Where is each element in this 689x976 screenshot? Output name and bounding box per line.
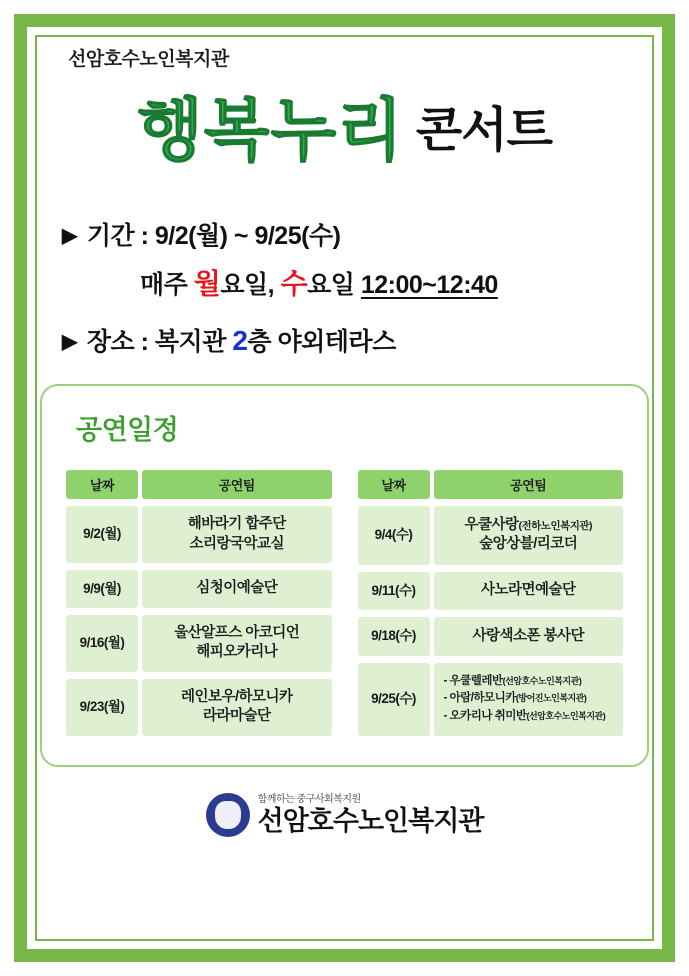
triangle-bullet-icon-2: ▶ bbox=[62, 331, 77, 353]
list-item-main: - 아람/하모니카 bbox=[443, 692, 516, 705]
column-header-team: 공연팀 bbox=[434, 470, 624, 499]
organization-logo-icon bbox=[206, 793, 250, 837]
footer-text-block bbox=[258, 795, 484, 835]
table-row bbox=[66, 679, 332, 736]
table-row bbox=[66, 570, 332, 608]
list-item-main: - 우쿨렐레반 bbox=[443, 674, 503, 687]
team-line-2: 해피오카리나 bbox=[196, 644, 278, 661]
team-line-2: 숲앙상블/리코더 bbox=[479, 536, 578, 553]
table-row bbox=[358, 617, 624, 656]
place-floor-highlight: 2 bbox=[232, 325, 248, 356]
cell-team bbox=[142, 615, 332, 672]
cell-team bbox=[142, 679, 332, 736]
column-header-date: 날짜 bbox=[358, 470, 430, 499]
cell-team bbox=[434, 506, 624, 565]
weekly-wednesday-suffix: 요일 bbox=[307, 271, 355, 299]
team-line-1 bbox=[438, 516, 620, 536]
table-row bbox=[358, 572, 624, 611]
schedule-table-monday bbox=[62, 463, 336, 743]
weekly-wednesday-highlight: 수 bbox=[280, 268, 308, 299]
cell-date: 9/11(수) bbox=[358, 572, 430, 611]
cell-date: 9/16(월) bbox=[66, 615, 138, 672]
cell-date: 9/9(월) bbox=[66, 570, 138, 608]
cell-date: 9/2(월) bbox=[66, 506, 138, 563]
schedule-card bbox=[40, 384, 649, 767]
title-main-text: 행복누리 bbox=[137, 93, 404, 169]
table-header-row bbox=[66, 470, 332, 499]
cell-team bbox=[142, 570, 332, 608]
weekly-prefix-text: 매주 bbox=[140, 271, 188, 299]
poster-title bbox=[40, 77, 649, 174]
team-line-1: 사랑색소폰 봉사단 bbox=[472, 627, 585, 644]
weekly-monday-suffix: 요일, bbox=[220, 271, 275, 299]
footer-subtitle: 함께하는 중구사회복지원 bbox=[257, 793, 361, 805]
team-line-1-note: (전하노인복지관) bbox=[518, 519, 593, 532]
triangle-bullet-icon: ▶ bbox=[62, 225, 77, 247]
logo-inner-shape bbox=[221, 807, 235, 823]
table-row bbox=[66, 615, 332, 672]
cell-team bbox=[434, 617, 624, 656]
list-item-note: (선암호수노인복지관) bbox=[526, 711, 606, 722]
cell-team bbox=[142, 506, 332, 563]
team-line-1: 해바라기 합주단 bbox=[187, 516, 286, 532]
place-prefix-text: 장소 : 복지관 bbox=[86, 328, 226, 356]
table-row bbox=[358, 663, 624, 736]
footer bbox=[40, 793, 649, 837]
info-place-line bbox=[62, 322, 649, 358]
team-line-1: 울산알프스 아코디언 bbox=[174, 624, 300, 641]
list-item bbox=[444, 708, 620, 726]
place-suffix-text: 층 야외테라스 bbox=[247, 328, 396, 356]
list-item bbox=[444, 690, 620, 708]
team-line-2: 라라마술단 bbox=[202, 708, 271, 725]
cell-date: 9/23(월) bbox=[66, 679, 138, 736]
schedule-title: 공연일정 bbox=[76, 415, 179, 445]
team-line-1: 사노라면예술단 bbox=[480, 582, 576, 599]
schedule-tables bbox=[62, 463, 627, 743]
info-period-text: 기간 : 9/2(월) ~ 9/25(수) bbox=[86, 222, 341, 250]
column-header-team: 공연팀 bbox=[142, 470, 332, 499]
team-line-1: 심청이예술단 bbox=[196, 580, 278, 597]
team-line-1: 레인보우/하모니카 bbox=[180, 688, 293, 705]
cell-team bbox=[434, 572, 624, 611]
table-header-row bbox=[358, 470, 624, 499]
schedule-table-wednesday bbox=[354, 463, 628, 743]
organization-name: 선암호수노인복지관 bbox=[68, 49, 229, 70]
title-sub-text: 콘서트 bbox=[415, 104, 552, 157]
team-line-2: 소리랑국악교실 bbox=[189, 535, 285, 552]
column-header-date: 날짜 bbox=[66, 470, 138, 499]
footer-title: 선암호수노인복지관 bbox=[257, 805, 484, 836]
cell-date: 9/4(수) bbox=[358, 506, 430, 565]
cell-date: 9/18(수) bbox=[358, 617, 430, 656]
info-block bbox=[40, 216, 649, 358]
list-item-note: (선암호수노인복지관) bbox=[502, 675, 582, 686]
poster-content bbox=[40, 44, 649, 946]
info-weekly-line bbox=[62, 262, 649, 302]
table-row bbox=[358, 506, 624, 565]
list-item bbox=[444, 673, 620, 691]
weekly-monday-highlight: 월 bbox=[193, 268, 221, 299]
team-line-1-main: 우쿨사랑 bbox=[464, 516, 519, 533]
info-period-line bbox=[62, 216, 649, 252]
cell-date: 9/25(수) bbox=[358, 663, 430, 736]
cell-team-list bbox=[434, 663, 624, 736]
table-row bbox=[66, 506, 332, 563]
list-item-main: - 오카리나 취미반 bbox=[443, 710, 527, 723]
list-item-note: (방어진노인복지관) bbox=[515, 693, 587, 704]
weekly-time-text: 12:00~12:40 bbox=[360, 271, 498, 299]
